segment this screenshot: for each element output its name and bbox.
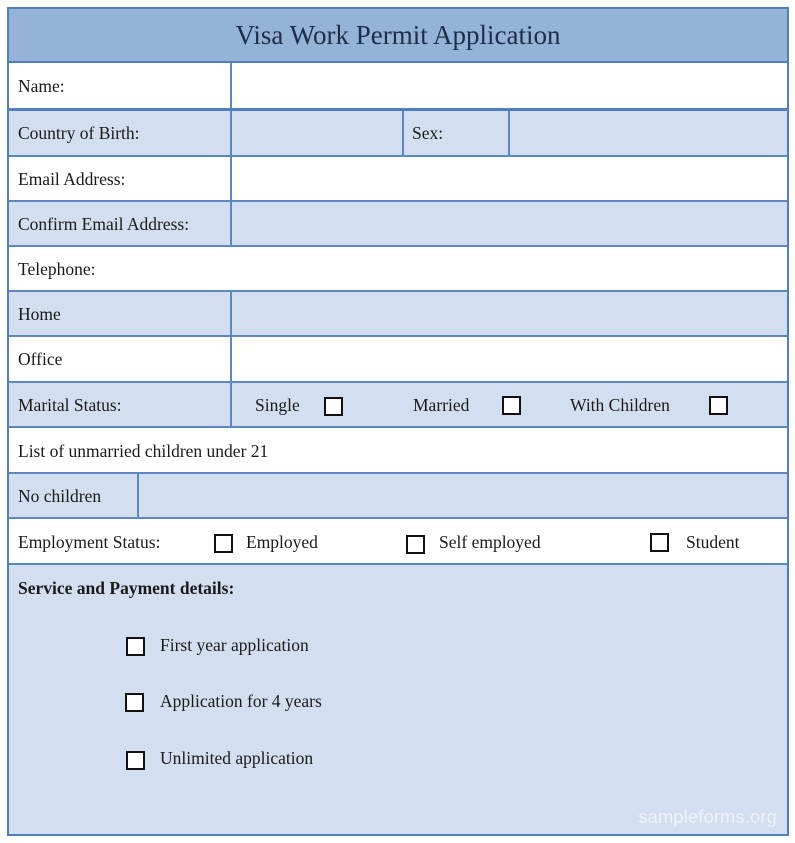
form-title: Visa Work Permit Application — [9, 9, 787, 63]
no-children-input[interactable] — [137, 474, 787, 517]
name-row — [9, 63, 787, 111]
visa-form — [7, 7, 789, 836]
name-input[interactable] — [230, 63, 787, 108]
name-label: Name: — [18, 76, 65, 96]
single-checkbox[interactable] — [324, 397, 343, 416]
country-of-birth-label: Country of Birth: — [18, 123, 140, 143]
sex-label: Sex: — [412, 123, 444, 143]
sex-label-cell — [402, 111, 508, 155]
married-checkbox[interactable] — [502, 396, 521, 415]
four-years-checkbox[interactable] — [125, 693, 144, 712]
country-of-birth-input[interactable] — [230, 111, 402, 155]
home-phone-input[interactable] — [230, 292, 787, 335]
children-list-label: List of unmarried children under 21 — [18, 441, 269, 461]
marital-status-row — [9, 383, 787, 428]
confirm-email-label: Confirm Email Address: — [18, 214, 190, 234]
telephone-row — [9, 247, 787, 292]
office-label: Office — [18, 349, 63, 369]
employment-status-label: Employment Status: — [18, 532, 161, 552]
confirm-email-row — [9, 202, 787, 247]
telephone-label: Telephone: — [18, 259, 96, 279]
single-label: Single — [255, 395, 300, 415]
self-employed-label: Self employed — [439, 532, 541, 552]
with-children-label: With Children — [570, 395, 670, 415]
office-row — [9, 337, 787, 383]
first-year-label: First year application — [160, 635, 309, 655]
email-label: Email Address: — [18, 169, 126, 189]
service-section — [9, 565, 787, 834]
four-years-label: Application for 4 years — [160, 691, 322, 711]
country-sex-row — [9, 111, 787, 157]
children-list-row — [9, 428, 787, 474]
student-label: Student — [686, 532, 740, 552]
service-heading: Service and Payment details: — [18, 578, 235, 598]
unlimited-checkbox[interactable] — [126, 751, 145, 770]
married-label: Married — [413, 395, 470, 415]
email-row — [9, 157, 787, 202]
with-children-checkbox[interactable] — [709, 396, 728, 415]
employment-status-row — [9, 519, 787, 565]
office-phone-input[interactable] — [230, 337, 787, 381]
marital-status-label: Marital Status: — [18, 395, 122, 415]
employed-label: Employed — [246, 532, 318, 552]
marital-options — [230, 383, 787, 426]
email-input[interactable] — [230, 157, 787, 200]
no-children-row — [9, 474, 787, 519]
employed-checkbox[interactable] — [214, 534, 233, 553]
confirm-email-input[interactable] — [230, 202, 787, 245]
self-employed-checkbox[interactable] — [406, 535, 425, 554]
sex-input[interactable] — [508, 111, 787, 155]
no-children-label: No children — [18, 486, 102, 506]
student-checkbox[interactable] — [650, 533, 669, 552]
home-label: Home — [18, 304, 61, 324]
first-year-checkbox[interactable] — [126, 637, 145, 656]
watermark: sampleforms.org — [638, 807, 777, 827]
unlimited-label: Unlimited application — [160, 748, 314, 768]
home-row — [9, 292, 787, 337]
